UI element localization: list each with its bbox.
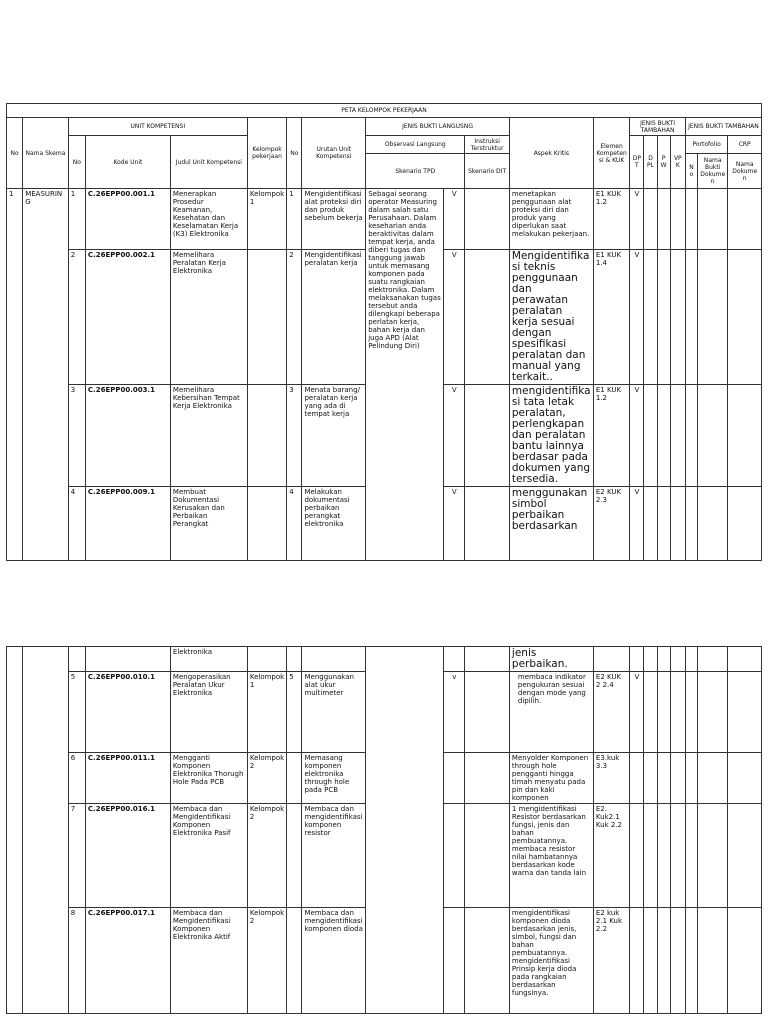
urutan-no xyxy=(287,804,302,908)
vpk-cell xyxy=(670,189,685,250)
col-jenis-tambahan-1: JENIS BUKTI TAMBAHAN xyxy=(630,118,686,136)
skema-name-cont xyxy=(23,647,69,1014)
aspek-kritis: menggunakan simbol perbaikan berdasarkan xyxy=(509,487,593,561)
skenario-tpd-cont xyxy=(366,647,444,1014)
nama-dokumen-cell xyxy=(728,647,762,672)
pmo-mark: v xyxy=(444,672,465,753)
kode-unit: C.26EPP00.016.1 xyxy=(85,804,170,908)
skema-name: MEASURING xyxy=(23,189,69,561)
dpt-mark: V xyxy=(630,250,644,385)
urutan-no: 1 xyxy=(287,189,302,250)
urutan-no: 5 xyxy=(287,672,302,753)
elemen-kuk: E2 kuk 2.1 Kuk 2.2 xyxy=(593,908,629,1014)
judul-unit: Mengoperasikan Peralatan Ukur Elektronika xyxy=(170,672,247,753)
col-judul-unit: Judul Unit Kompetensi xyxy=(170,136,247,189)
aspek-kritis: mengidentifikasi komponen dioda berdasarkan jenis, simbol, fungsi dan bahan pembuatannya. mengidentifikasi Prinsip kerja dioda pada rangkaian berdasarkan fungsinya. xyxy=(509,908,593,1014)
pw-cell xyxy=(657,250,670,385)
nama-bukti-cell xyxy=(698,753,728,804)
dpt-mark xyxy=(630,908,644,1014)
kode-unit: C.26EPP00.009.1 xyxy=(85,487,170,561)
pmo-mark xyxy=(444,647,465,672)
aspek-kritis: mengidentifikasi tata letak peralatan, perlengkapan dan peralatan bantu lainnya berdasar pada dokumen yang tersedia. xyxy=(509,385,593,487)
vpk-cell xyxy=(670,804,685,908)
col-no-port: No xyxy=(685,154,697,189)
pmo-mark xyxy=(444,753,465,804)
unit-no: 2 xyxy=(68,250,85,385)
kelompok: Kelompok 2 xyxy=(247,753,286,804)
kode-unit: C.26EPP00.010.1 xyxy=(85,672,170,753)
elemen-kuk: E1 KUK 1.2 xyxy=(593,385,629,487)
col-no-urutan: No xyxy=(287,118,302,189)
no-port-cell xyxy=(685,250,697,385)
col-observasi: Observasi Langsung xyxy=(366,136,465,154)
skenario-dit xyxy=(465,908,510,1014)
unit-no xyxy=(68,647,85,672)
vpk-cell xyxy=(670,487,685,561)
aspek-kritis: Mengidentifikasi teknis penggunaan dan perawatan peralatan kerja sesuai dengan spesifikasi peralatan dan manual yang terkait.. xyxy=(509,250,593,385)
kelompok: Kelompok 1 xyxy=(247,189,286,250)
skenario-dit xyxy=(465,647,510,672)
nama-dokumen-cell xyxy=(728,189,762,250)
nama-dokumen-cell xyxy=(728,250,762,385)
nama-dokumen-cell xyxy=(728,385,762,487)
no-port-cell xyxy=(685,647,697,672)
pmo-mark: V xyxy=(444,189,465,250)
col-skenario-dit: Skenario DIT xyxy=(465,154,510,189)
elemen-kuk: E2. Kuk2.1 Kuk 2.2 xyxy=(593,804,629,908)
dpl-cell xyxy=(644,753,657,804)
no-port-cell xyxy=(685,908,697,1014)
nama-dokumen-cell xyxy=(728,487,762,561)
elemen-kuk: E1 KUK 1.4 xyxy=(593,250,629,385)
nama-dokumen-cell xyxy=(728,672,762,753)
nama-bukti-cell xyxy=(698,487,728,561)
dpl-cell xyxy=(644,804,657,908)
aspek-kritis: 1 mengidentifikasi Resistor berdasarkan fungsi, jenis dan bahan pembuatannya. membaca resistor nilai hambatannya berdasarkan kode warna dan tanda lain xyxy=(509,804,593,908)
vpk-cell xyxy=(670,385,685,487)
urutan-unit: Memasang komponen elektronika through hole pada PCB xyxy=(302,753,366,804)
table-title: PETA KELOMPOK PEKERJAAN xyxy=(7,104,762,118)
col-unit-kompetensi: UNIT KOMPETENSI xyxy=(68,118,247,136)
skenario-dit xyxy=(465,250,510,385)
nama-bukti-cell xyxy=(698,647,728,672)
skema-no-cont xyxy=(7,647,23,1014)
skema-no: 1 xyxy=(7,189,23,561)
nama-bukti-cell xyxy=(698,189,728,250)
col-urutan-unit: Urutan Unit Kompetensi xyxy=(302,118,366,189)
pw-cell xyxy=(657,804,670,908)
elemen-kuk: E2 KUK 2 2.4 xyxy=(593,672,629,753)
nama-dokumen-cell xyxy=(728,804,762,908)
no-port-cell xyxy=(685,385,697,487)
nama-dokumen-cell xyxy=(728,908,762,1014)
vpk-cell xyxy=(670,250,685,385)
no-port-cell xyxy=(685,804,697,908)
pw-cell xyxy=(657,487,670,561)
pw-cell xyxy=(657,672,670,753)
skenario-dit xyxy=(465,189,510,250)
unit-no: 7 xyxy=(68,804,85,908)
kelompok xyxy=(247,487,286,561)
elemen-kuk: E2 KUK 2.3 xyxy=(593,487,629,561)
dpl-cell xyxy=(644,487,657,561)
urutan-no: 3 xyxy=(287,385,302,487)
urutan-no xyxy=(287,908,302,1014)
urutan-no: 4 xyxy=(287,487,302,561)
vpk-cell xyxy=(670,753,685,804)
kode-unit: C.26EPP00.001.1 xyxy=(85,189,170,250)
table-row xyxy=(7,189,762,250)
skenario-dit xyxy=(465,753,510,804)
kelompok: Kelompok 2 xyxy=(247,804,286,908)
pw-cell xyxy=(657,908,670,1014)
judul-unit: Memelihara Peralatan Kerja Elektronika xyxy=(170,250,247,385)
nama-bukti-cell xyxy=(698,804,728,908)
dpt-mark: V xyxy=(630,672,644,753)
kode-unit: C.26EPP00.011.1 xyxy=(85,753,170,804)
dpt-mark: V xyxy=(630,385,644,487)
judul-unit: Menerapkan Prosedur Keamanan, Kesehatan dan Keselamatan Kerja (K3) Elektronika xyxy=(170,189,247,250)
elemen-kuk: E1 KUK 1.2 xyxy=(593,189,629,250)
elemen-kuk xyxy=(593,647,629,672)
nama-bukti-cell xyxy=(698,908,728,1014)
pw-cell xyxy=(657,647,670,672)
skenario-dit xyxy=(465,487,510,561)
dpt-mark xyxy=(630,753,644,804)
unit-no: 1 xyxy=(68,189,85,250)
col-crp: CRP xyxy=(728,136,762,154)
kode-unit xyxy=(85,647,170,672)
judul-unit: Membaca dan Mengidentifikasi Komponen Elektronika Aktif xyxy=(170,908,247,1014)
col-pw: PW xyxy=(657,136,670,189)
elemen-kuk: E3.kuk 3.3 xyxy=(593,753,629,804)
aspek-kritis: Menyolder Komponen through hole pengganti hingga timah menyatu pada pin dan kaki komponen xyxy=(509,753,593,804)
pmo-mark: V xyxy=(444,385,465,487)
pmo-mark: V xyxy=(444,487,465,561)
dpl-cell xyxy=(644,647,657,672)
judul-unit: Mengganti Komponen Elektronika Thorugh Hole Pada PCB xyxy=(170,753,247,804)
no-port-cell xyxy=(685,189,697,250)
kelompok: Kelompok 1 xyxy=(247,672,286,753)
col-portofolio: Portofolio xyxy=(685,136,727,154)
dpl-cell xyxy=(644,908,657,1014)
col-dpl: DPL xyxy=(644,136,657,189)
pmo-mark xyxy=(444,804,465,908)
peta-table-page-2 xyxy=(6,646,762,1014)
nama-bukti-cell xyxy=(698,250,728,385)
no-port-cell xyxy=(685,672,697,753)
pw-cell xyxy=(657,385,670,487)
unit-no: 6 xyxy=(68,753,85,804)
kelompok: Kelompok 2 xyxy=(247,908,286,1014)
pw-cell xyxy=(657,189,670,250)
col-jenis-langsung: JENIS BUKTI LANGUSNG xyxy=(366,118,510,136)
col-kode-unit: Kode Unit xyxy=(85,136,170,189)
kode-unit: C.26EPP00.002.1 xyxy=(85,250,170,385)
vpk-cell xyxy=(670,647,685,672)
skenario-dit xyxy=(465,672,510,753)
urutan-unit xyxy=(302,647,366,672)
peta-table-page-1 xyxy=(6,103,762,561)
col-no: No xyxy=(7,118,23,189)
kode-unit: C.26EPP00.017.1 xyxy=(85,908,170,1014)
col-instruksi: Instruksi Terstruktur xyxy=(465,136,510,154)
col-jenis-tambahan-2: JENIS BUKTI TAMBAHAN xyxy=(685,118,761,136)
dpl-cell xyxy=(644,672,657,753)
vpk-cell xyxy=(670,672,685,753)
judul-unit: Membuat Dokumentasi Kerusakan dan Perbaikan Perangkat xyxy=(170,487,247,561)
judul-unit: Membaca dan Mengidentifikasi Komponen Elektronika Pasif xyxy=(170,804,247,908)
unit-no: 4 xyxy=(68,487,85,561)
dpt-cell xyxy=(630,647,644,672)
urutan-no xyxy=(287,753,302,804)
dpt-mark: V xyxy=(630,189,644,250)
skenario-tpd: Sebagai seorang operator Measuring dalam salah satu Perusahaan. Dalam keseharian anda beraktivitas dalam tempat kerja, anda diberi tugas dan tanggung jawab untuk memasang komponen pada suatu rangkaian elektronika. Dalam melaksanakan tugas tersebut anda dilengkapi beberapa perlatan kerja, bahan kerja dan juga APD (Alat Pelindung Diri) xyxy=(366,189,444,561)
nama-bukti-cell xyxy=(698,672,728,753)
judul-unit: Memelihara Kebersihan Tempat Kerja Elektronika xyxy=(170,385,247,487)
kelompok xyxy=(247,647,286,672)
col-kelompok: Kelompok pekerjaan xyxy=(247,118,286,189)
urutan-unit: Menata barang/ peralatan kerja yang ada di tempat kerja xyxy=(302,385,366,487)
col-aspek-kritis: Aspek Kritis xyxy=(509,118,593,189)
skenario-dit xyxy=(465,385,510,487)
no-port-cell xyxy=(685,487,697,561)
unit-no: 8 xyxy=(68,908,85,1014)
urutan-unit: Menggunakan alat ukur multimeter xyxy=(302,672,366,753)
col-skenario-tpd: Skenario TPD xyxy=(366,154,465,189)
kode-unit: C.26EPP00.003.1 xyxy=(85,385,170,487)
dpl-cell xyxy=(644,385,657,487)
col-vpk: VPK xyxy=(670,136,685,189)
col-dpt: DPT xyxy=(630,136,644,189)
pmo-mark xyxy=(444,908,465,1014)
urutan-unit: Mengidentifikasi alat proteksi diri dan produk sebelum bekerja xyxy=(302,189,366,250)
pw-cell xyxy=(657,753,670,804)
nama-bukti-cell xyxy=(698,385,728,487)
dpt-mark xyxy=(630,804,644,908)
col-no-unit: No xyxy=(68,136,85,189)
judul-unit: Elektronika xyxy=(170,647,247,672)
urutan-unit: Membaca dan mengidentifikasi komponen dioda xyxy=(302,908,366,1014)
skenario-dit xyxy=(465,804,510,908)
unit-no: 3 xyxy=(68,385,85,487)
dpt-mark: V xyxy=(630,487,644,561)
table-row-continuation xyxy=(7,647,762,672)
unit-no: 5 xyxy=(68,672,85,753)
col-elemen: Elemen Kompetensi & KUK xyxy=(593,118,629,189)
aspek-kritis: membaca indikator pengukuran sesuai dengan mode yang dipilih. xyxy=(509,672,593,753)
pmo-mark: V xyxy=(444,250,465,385)
urutan-no: 2 xyxy=(287,250,302,385)
col-nama-skema: Nama Skema xyxy=(23,118,69,189)
urutan-unit: Mengidentifikasi peralatan kerja xyxy=(302,250,366,385)
aspek-kritis: jenis perbaikan. xyxy=(509,647,593,672)
kelompok xyxy=(247,250,286,385)
col-nama-dokumen: Nama Dokumen xyxy=(728,154,762,189)
nama-dokumen-cell xyxy=(728,753,762,804)
urutan-unit: Melakukan dokumentasi perbaikan perangkat elektronika xyxy=(302,487,366,561)
no-port-cell xyxy=(685,753,697,804)
dpl-cell xyxy=(644,189,657,250)
urutan-unit: Membaca dan mengidentifikasi komponen resistor xyxy=(302,804,366,908)
urutan-no xyxy=(287,647,302,672)
col-nama-bukti: Nama Bukti Dokumen xyxy=(698,154,728,189)
kelompok xyxy=(247,385,286,487)
dpl-cell xyxy=(644,250,657,385)
vpk-cell xyxy=(670,908,685,1014)
aspek-kritis: menetapkan penggunaan alat proteksi diri dan produk yang diperlukan saat melakukan pekerjaan. xyxy=(509,189,593,250)
